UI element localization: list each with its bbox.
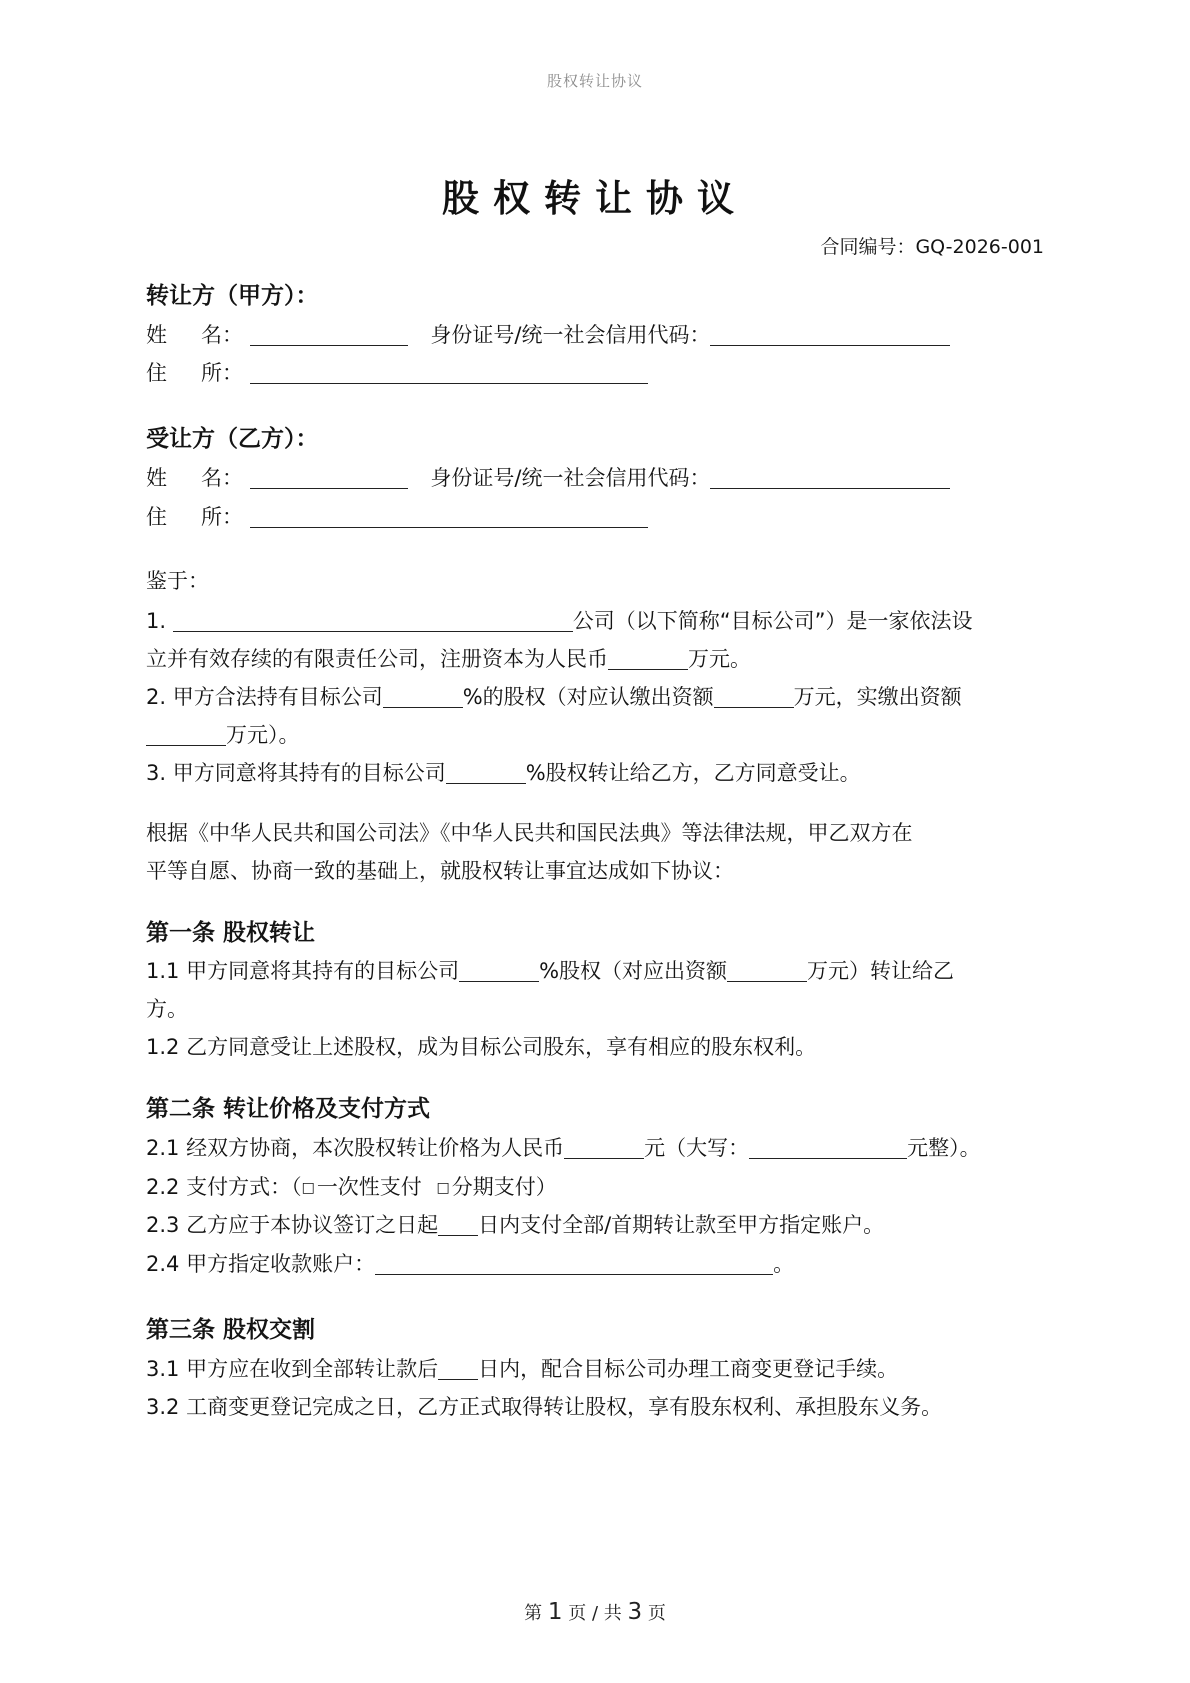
party-b-name-blank[interactable] [250,466,408,489]
registration-days-blank[interactable] [438,1357,478,1380]
contract-number: 合同编号：GQ-2026-001 [820,236,1044,258]
party-b-name-row: 姓 名： 身份证号/统一社会信用代码： [146,463,950,493]
registered-capital-blank[interactable] [608,647,688,670]
address-label: 住 [146,361,167,385]
party-b-address-blank[interactable] [250,505,648,528]
recital-1-cont: 立并有效存续的有限责任公司，注册资本为人民币 万元。 [146,647,751,671]
company-name-blank[interactable] [173,609,573,632]
checkbox-icon[interactable]: □ [301,1180,315,1196]
article-1-percent-blank[interactable] [459,959,539,982]
article-2-clause-2: 2.2 支付方式：（□一次性支付 □分期支付） [146,1175,557,1199]
price-blank[interactable] [564,1136,644,1159]
name-label: 姓 [146,466,167,490]
transfer-percent-blank[interactable] [446,761,526,784]
party-b-id-blank[interactable] [710,466,950,489]
article-1-clause-1-cont: 方。 [146,997,188,1021]
option-lump-sum: 一次性支付 [316,1175,422,1199]
recitals-intro: 鉴于： [146,569,209,593]
name-label: 姓 [146,323,167,347]
article-3-clause-2: 3.2 工商变更登记完成之日，乙方正式取得转让股权，享有股东权利、承担股东义务。 [146,1395,943,1419]
running-header: 股权转让协议 [546,72,643,90]
paid-capital-blank[interactable] [146,723,226,746]
payment-days-blank[interactable] [438,1213,478,1236]
article-2-clause-1: 2.1 经双方协商，本次股权转让价格为人民币 元（大写： 元整）。 [146,1136,981,1160]
held-percent-blank[interactable] [383,685,463,708]
option-installment: 分期支付 [451,1175,536,1199]
page-number-footer: 第 1 页 / 共 3 页 [524,1599,666,1625]
article-3-clause-1: 3.1 甲方应在收到全部转让款后 日内，配合目标公司办理工商变更登记手续。 [146,1357,899,1381]
checkbox-icon[interactable]: □ [436,1180,450,1196]
recital-1: 1. 公司（以下简称“目标公司”）是一家依法设 [146,609,973,633]
account-blank[interactable] [375,1252,773,1275]
recital-2: 2. 甲方合法持有目标公司 %的股权（对应认缴出资额 万元，实缴出资额 [146,685,962,709]
article-1-clause-2: 1.2 乙方同意受让上述股权，成为目标公司股东，享有相应的股东权利。 [146,1035,817,1059]
current-page: 1 [547,1599,563,1625]
recital-2-cont: 万元）。 [146,720,300,750]
article-2-clause-3: 2.3 乙方应于本协议签订之日起 日内支付全部/首期转让款至甲方指定账户。 [146,1213,885,1237]
party-a-heading: 转让方（甲方）： [146,283,319,309]
party-b-heading: 受让方（乙方）： [146,426,319,452]
article-3-heading: 第三条 股权交割 [146,1317,316,1343]
article-2-heading: 第二条 转让价格及支付方式 [146,1096,431,1122]
party-a-name-blank[interactable] [250,323,408,346]
address-label: 住 [146,505,167,529]
legal-basis-line-2: 平等自愿、协商一致的基础上，就股权转让事宜达成如下协议： [146,859,734,883]
party-a-name-row: 姓 名： 身份证号/统一社会信用代码： [146,320,950,350]
article-2-clause-4: 2.4 甲方指定收款账户： 。 [146,1252,795,1276]
party-a-address-row: 住 所： [146,358,648,388]
party-a-address-blank[interactable] [250,361,648,384]
total-pages: 3 [627,1599,643,1625]
price-uppercase-blank[interactable] [749,1136,907,1159]
id-label: 身份证号/统一社会信用代码： [430,323,711,347]
id-label: 身份证号/统一社会信用代码： [430,466,711,490]
document-title: 股权转让协议 [442,177,748,220]
legal-basis-line-1: 根据《中华人民共和国公司法》《中华人民共和国民法典》等法律法规，甲乙双方在 [146,821,913,845]
party-b-address-row: 住 所： [146,502,648,532]
article-1-heading: 第一条 股权转让 [146,920,316,946]
subscribed-capital-blank[interactable] [714,685,794,708]
article-1-capital-blank[interactable] [727,959,807,982]
party-a-id-blank[interactable] [710,323,950,346]
article-1-clause-1: 1.1 甲方同意将其持有的目标公司 %股权（对应出资额 万元）转让给乙 [146,959,955,983]
recital-3: 3. 甲方同意将其持有的目标公司 %股权转让给乙方，乙方同意受让。 [146,761,861,785]
